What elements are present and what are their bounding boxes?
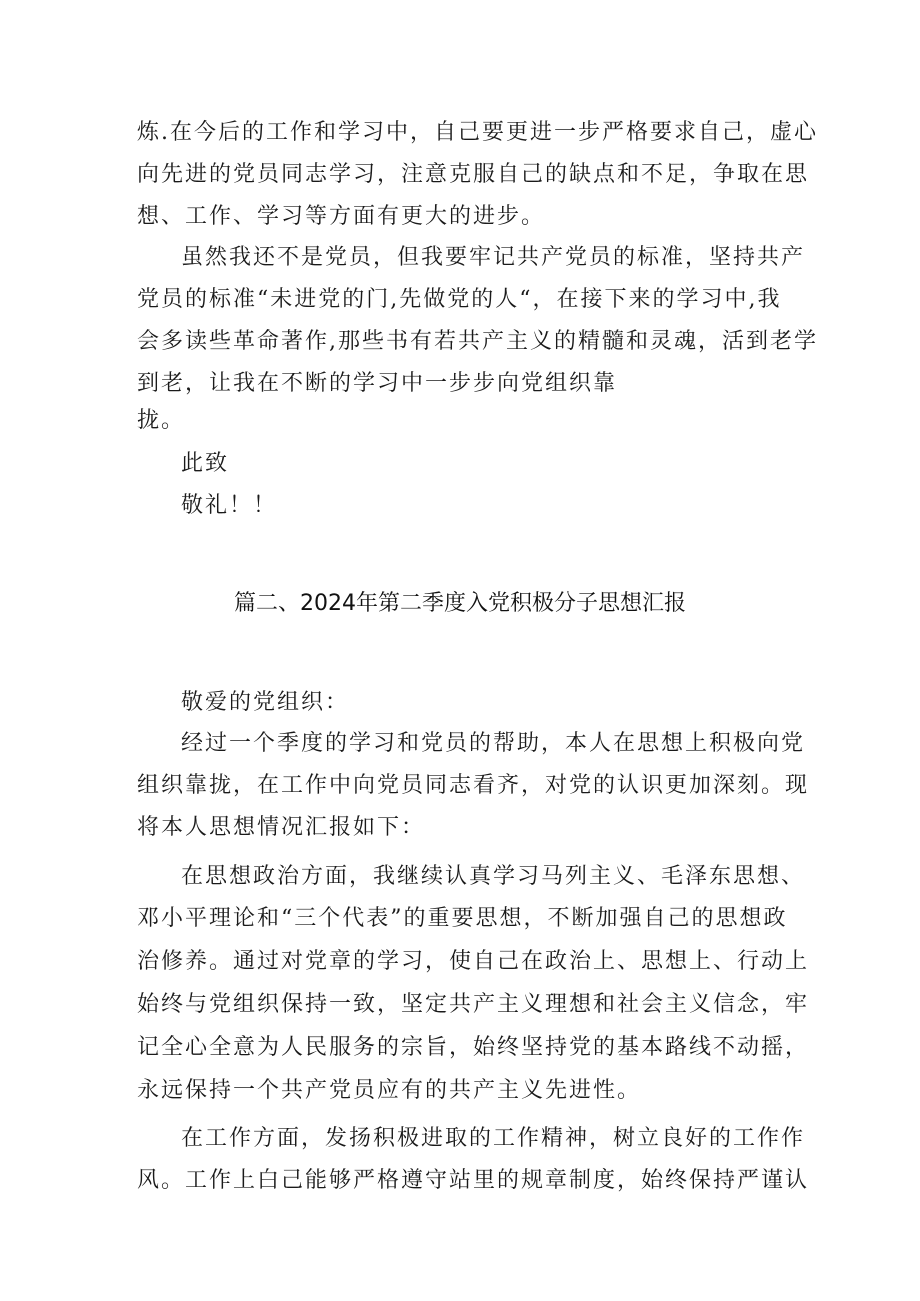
paragraph-line: 炼.在今后的工作和学习中，自己要更进一步严格要求自己，虚心 [137, 120, 818, 145]
paragraph-line: 永远保持一个共产党员应有的共产主义先进性。 [137, 1078, 642, 1103]
paragraph-line: 会多读些革命著作,那些书有若共产主义的精髓和灵魂，活到老学 [137, 329, 818, 354]
paragraph-line: 在思想政治方面，我继续认真学习马列主义、毛泽东思想、 [181, 864, 806, 889]
paragraph-line: 组织靠拢，在工作中向党员同志看齐，对党的认识更加深刻。现 [137, 773, 810, 798]
paragraph-line: 风。工作上白己能够严格遵守站里的规章制度，始终保持严谨认 [137, 1168, 810, 1193]
paragraph-line: 经过一个季度的学习和党员的帮助，本人在思想上积极向党 [181, 731, 806, 756]
section-heading: 篇二、2024年第二季度入党积极分子思想汇报 [234, 591, 686, 616]
paragraph-line: 始终与党组织保持一致，坚定共产主义理想和社会主义信念，牢 [137, 992, 810, 1017]
paragraph-line: 在工作方面，发扬积极进取的工作精神，树立良好的工作作 [181, 1126, 806, 1151]
paragraph-line: 拢。 [137, 408, 186, 433]
paragraph-line: 向先进的党员同志学习，注意克服自己的缺点和不足，争取在思 [137, 162, 810, 187]
paragraph-line: 记全心全意为人民服务的宗旨，始终坚持党的基本路线不动摇， [137, 1035, 810, 1060]
paragraph-line: 治修养。通过对党章的学习，使自己在政治上、思想上、行动上 [137, 949, 810, 974]
salutation: 敬爱的党组织： [181, 690, 350, 715]
paragraph-line: 邓小平理论和“三个代表”的重要思想，不断加强自己的思想政 [137, 906, 788, 931]
paragraph-line: 想、工作、学习等方面有更大的进步。 [137, 204, 546, 229]
paragraph-line: 到老，让我在不断的学习中一步步向党组织靠 [137, 371, 618, 396]
paragraph-line: 虽然我还不是党员，但我要牢记共产党员的标准，坚持共产 [181, 245, 806, 270]
closing-text: 此致 [181, 451, 230, 476]
salute-text: 敬礼！！ [181, 493, 278, 518]
paragraph-line: 党员的标准“未进党的门,先做党的人“，在接下来的学习中,我 [137, 287, 782, 312]
paragraph-line: 将本人思想情况汇报如下： [137, 815, 426, 840]
